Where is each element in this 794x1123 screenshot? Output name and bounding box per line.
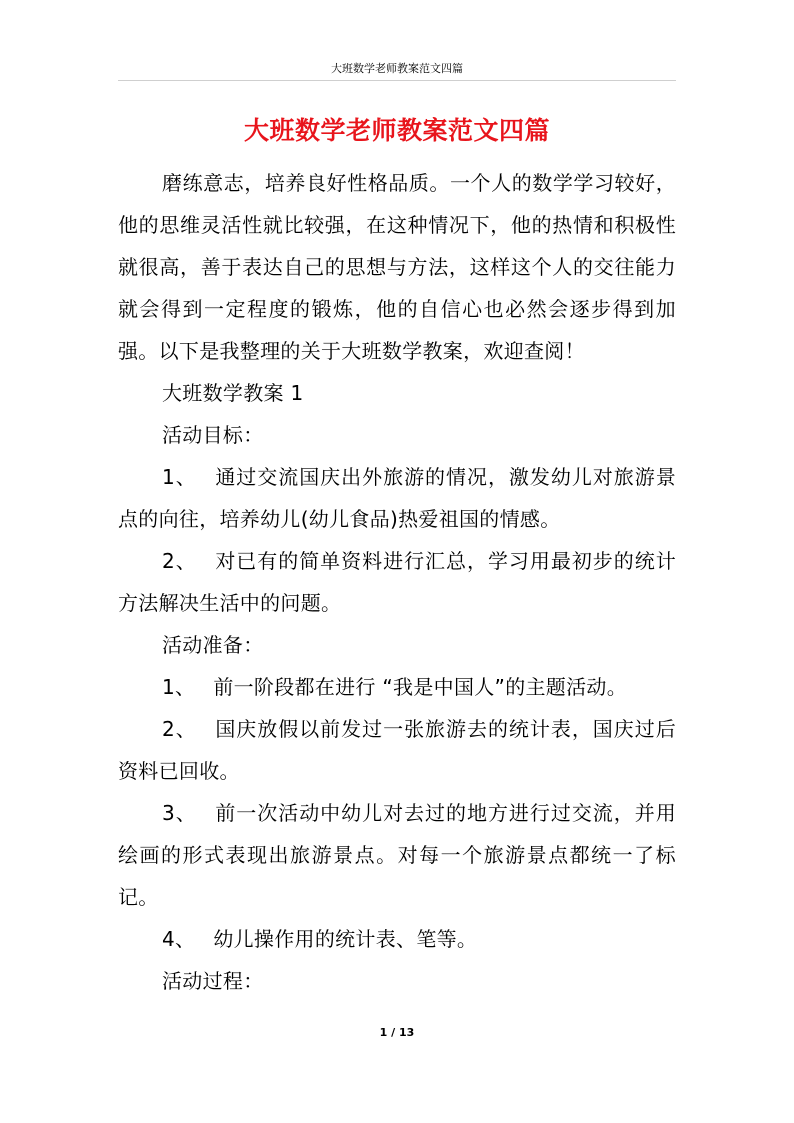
header-rule [118, 80, 676, 81]
goal-text-2: 对已有的简单资料进行汇总，学习用最初步的统计方法解决生活中的问题。 [118, 549, 676, 615]
prep-number-3: 3、 [162, 801, 197, 825]
intro-paragraph: 磨练意志，培养良好性格品质。一个人的数学学习较好，他的思维灵活性就比较强，在这种情况下，他的热情和积极性就很高，善于表达自己的思想与方法，这样这个人的交往能力就会得到一定程度的锻炼，他的自信心也必然会逐步得到加强。以下是我整理的关于大班数学教案，欢迎查阅！ [118, 171, 676, 363]
prep-text-4: 幼儿操作用的统计表、笔等。 [213, 927, 478, 951]
goal-number-1: 1、 [162, 465, 197, 489]
prep-text-1: 前一阶段都在进行 “我是中国人”的主题活动。 [213, 675, 628, 699]
process-heading: 活动过程： [162, 969, 264, 993]
goals-heading: 活动目标： [162, 423, 264, 447]
goal-item-2 [118, 540, 676, 624]
prep-item-1 [118, 666, 676, 708]
document-title: 大班数学老师教案范文四篇 [243, 116, 550, 145]
prep-text-2: 国庆放假以前发过一张旅游去的统计表，国庆过后资料已回收。 [118, 717, 676, 783]
running-header: 大班数学老师教案范文四篇 [331, 62, 463, 75]
goal-text-1: 通过交流国庆出外旅游的情况，激发幼儿对旅游景点的向往，培养幼儿(幼儿食品)热爱祖国的情感。 [118, 465, 676, 531]
document-body [118, 162, 676, 1002]
prep-item-3 [118, 792, 676, 918]
prep-number-4: 4、 [162, 927, 196, 951]
goal-item-1 [118, 456, 676, 540]
prep-item-2 [118, 708, 676, 792]
goal-number-2: 2、 [162, 549, 197, 573]
prep-text-3: 前一次活动中幼儿对去过的地方进行过交流，并用绘画的形式表现出旅游景点。对每一个旅游景点都统一了标记。 [118, 801, 676, 909]
prep-item-4 [118, 918, 676, 960]
section-heading: 大班数学教案 1 [162, 381, 304, 405]
page-number: 1 / 13 [379, 1026, 415, 1039]
prep-number-1: 1、 [162, 675, 196, 699]
prep-heading: 活动准备： [162, 633, 264, 657]
prep-number-2: 2、 [162, 717, 197, 741]
